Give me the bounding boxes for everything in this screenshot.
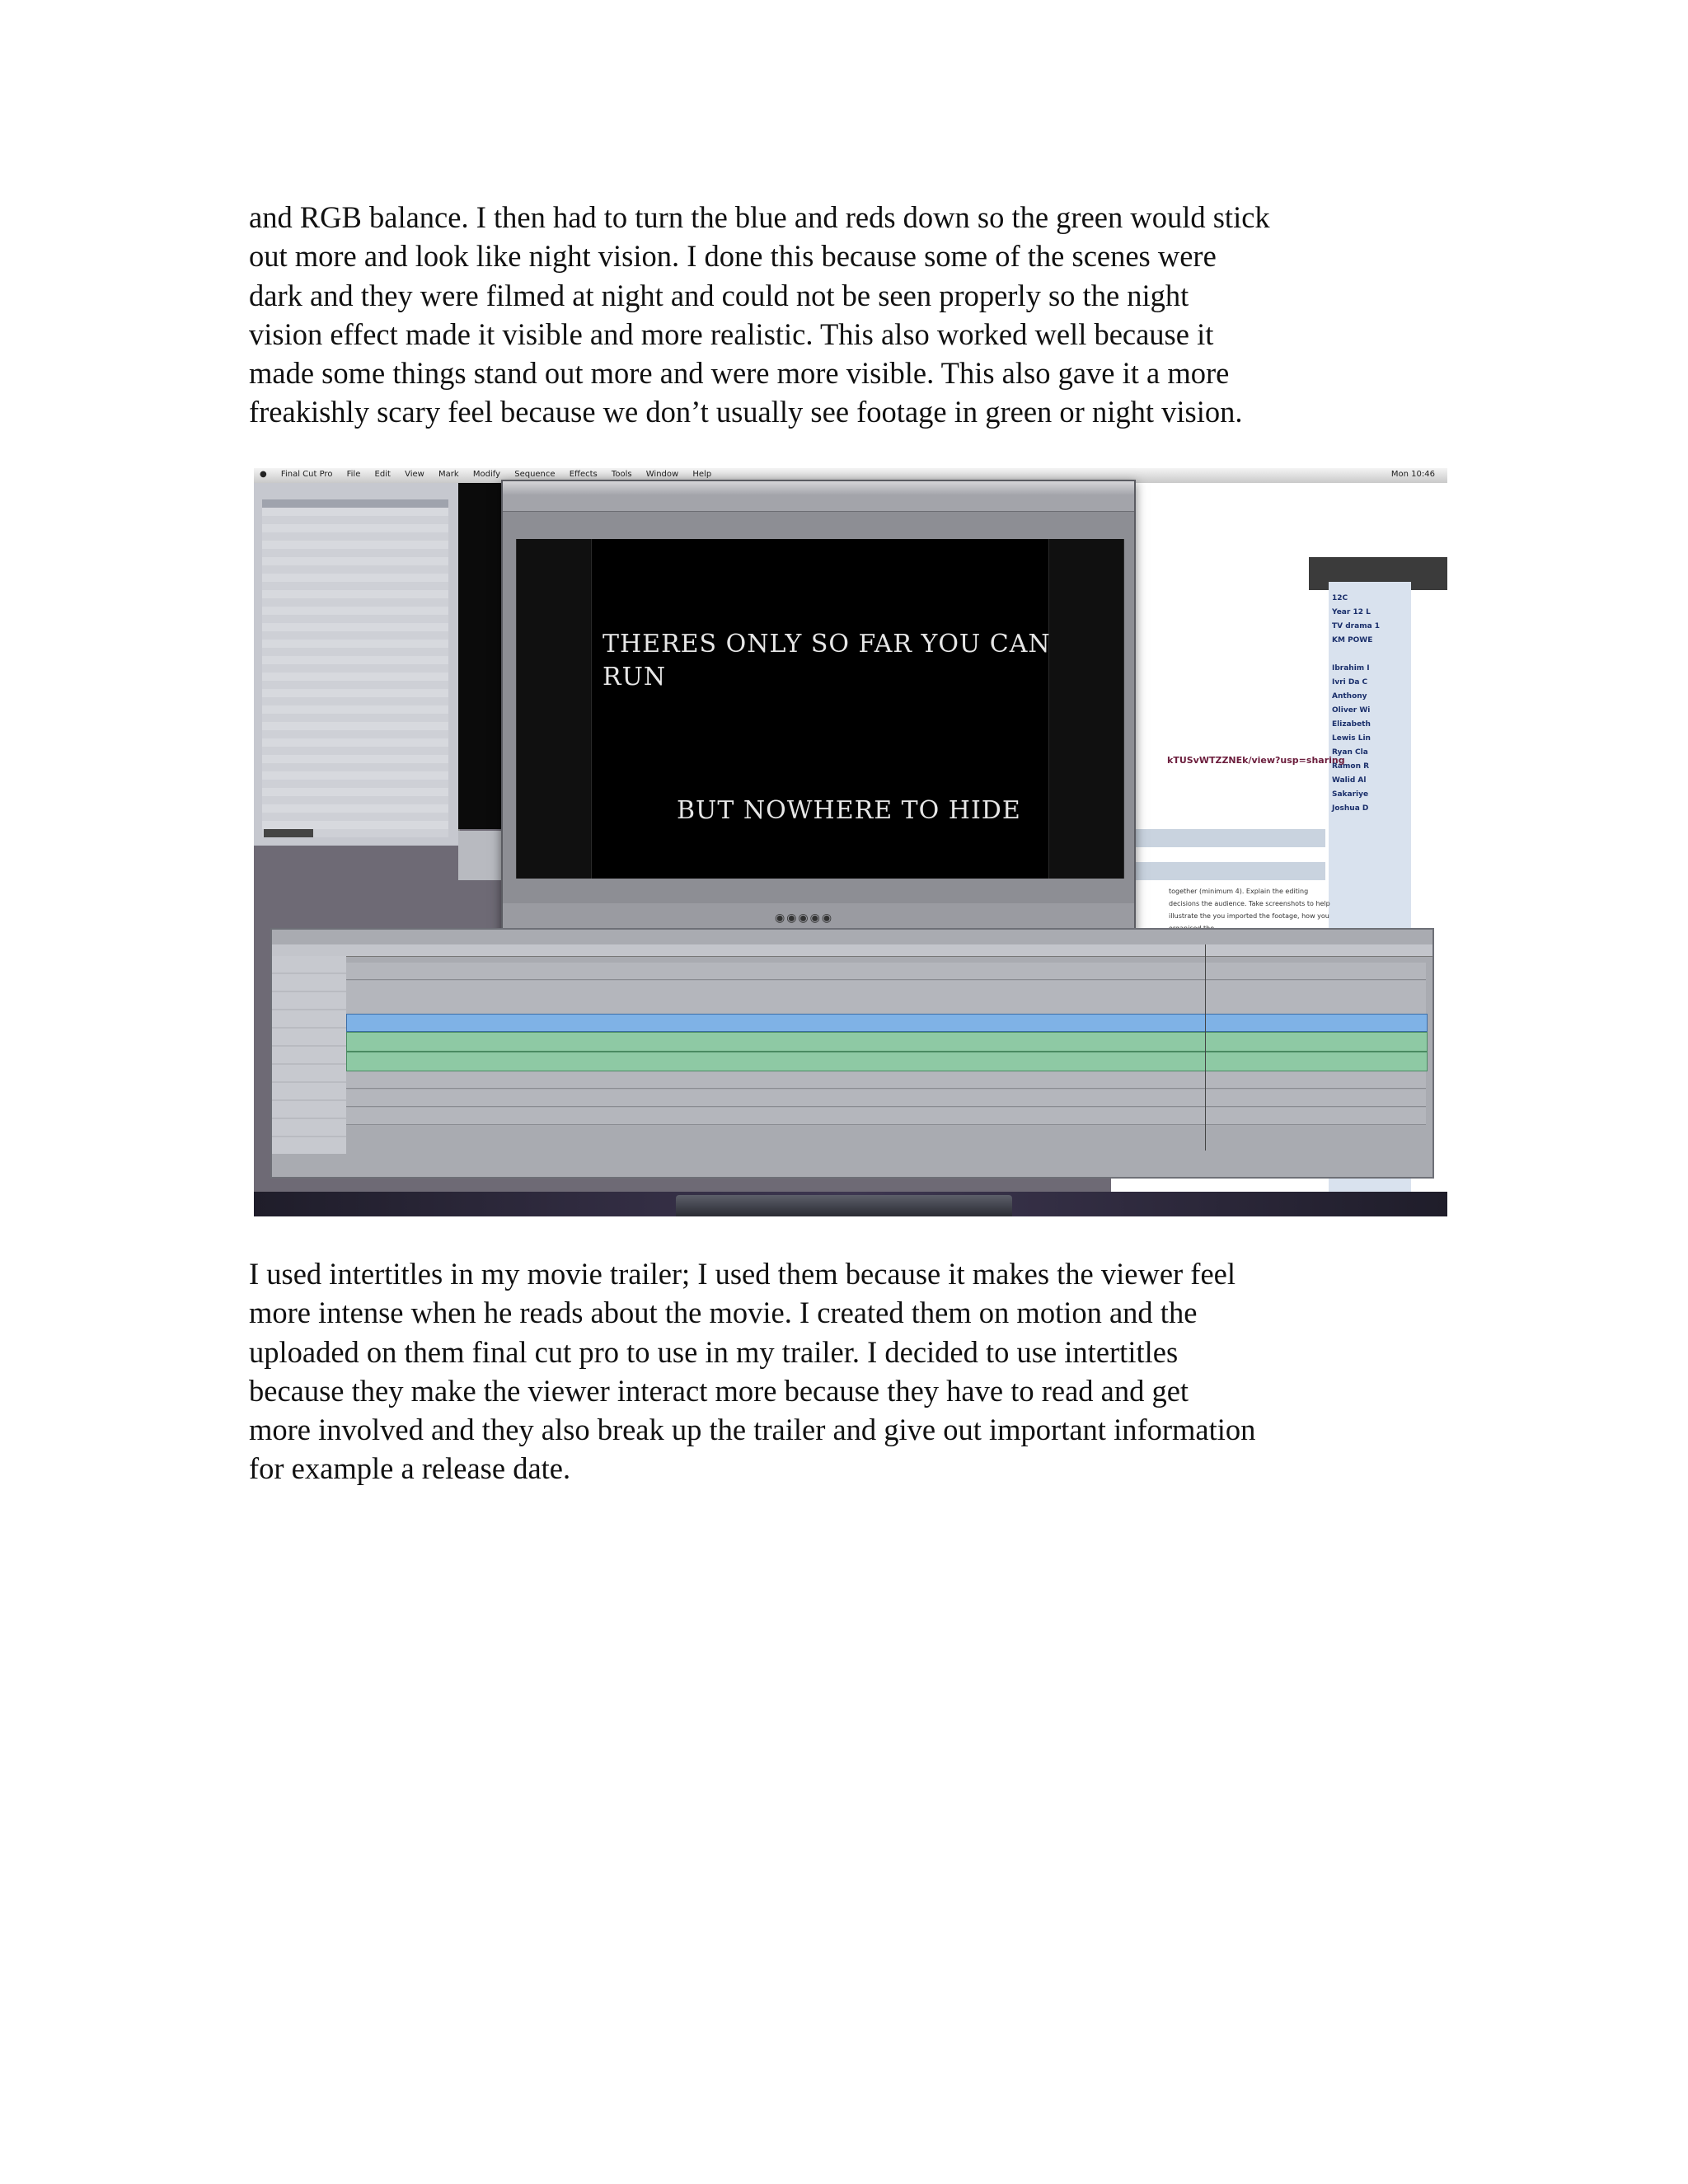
- browser-small-text: together (minimum 4). Explain the editing decisions the audience. Take screenshots to help illustrate the you imported the footage, how you: [1169, 888, 1330, 920]
- final-cut-pro-screenshot: [254, 468, 1447, 1216]
- menubar-clock: Mon 10:46: [1390, 470, 1435, 479]
- menu-modify: Modify: [472, 470, 501, 479]
- timeline-video-clip: [346, 1014, 1428, 1032]
- playback-buttons-icon: ◉◉◉◉◉: [775, 912, 834, 925]
- fcp-browser-panel: [254, 483, 460, 846]
- timeline-playhead: [1205, 944, 1206, 1151]
- browser-band: [1111, 862, 1325, 880]
- frame-side-bar: [516, 539, 592, 879]
- browser-panel-clip-list: [262, 508, 448, 837]
- browser-band: [1111, 829, 1325, 847]
- menu-mark: Mark: [438, 470, 459, 479]
- browser-panel-header: [262, 499, 448, 508]
- mac-dock: [676, 1195, 1012, 1216]
- intertitle-line-1: THERES ONLY SO FAR YOU CAN RUN: [603, 630, 1051, 691]
- timeline-audio-clip: [346, 1032, 1428, 1052]
- viewer-frame: [516, 539, 1123, 879]
- timeline-track: [346, 1090, 1426, 1107]
- browser-link: kTUSvWTZZNEk/view?usp=sharing: [1167, 755, 1345, 766]
- timeline-track: [346, 963, 1426, 980]
- timeline-track: [346, 1108, 1426, 1125]
- browser-sidebar-list: 12C Year 12 L TV drama 1 KM POWE Ibrahim I Ivri Da C Anthony Oliver Wi Elizabeth Lewis Lin Ryan Cla Ramon R Walid Al Sakariye Joshua D: [1332, 594, 1381, 813]
- paragraph-night-vision: and RGB balance. I then had to turn the blue and reds down so the green would stick out more and look like night vision. I done this because some of the scenes were dark and they were filmed at night and could not be seen properly so the night vision effect made it visible and more realistic. This also worked well because it made some things stand out more and were more visible. This also gave it a more freakishly scary feel because we don’t usually see footage in green or night vision.: [249, 200, 1270, 429]
- paragraph-intertitles: I used intertitles in my movie trailer; I used them because it makes the viewer feel more intense when he reads about the movie. I created them on motion and the uploaded on them final cut pro to use in my trailer. I decided to use intertitles because they make the viewer interact more because they have to read and get more involved and they also break up the trailer and give out important information for example a release date.: [249, 1257, 1256, 1486]
- menu-tools: Tools: [611, 470, 632, 479]
- timeline-ruler: [272, 944, 1432, 957]
- viewer-toolbar: [503, 494, 1134, 512]
- canvas-strip-lower: [458, 831, 508, 880]
- fcp-timeline: [270, 928, 1434, 1179]
- canvas-strip: [458, 483, 508, 829]
- timeline-track: [346, 1071, 1426, 1089]
- menu-app: Final Cut Pro: [280, 470, 333, 479]
- timeline-track: [346, 981, 1426, 998]
- apple-icon: ●: [260, 470, 267, 479]
- timeline-audio-clip: [346, 1052, 1428, 1071]
- frame-side-bar: [1048, 539, 1124, 879]
- menu-effects: Effects: [569, 470, 598, 479]
- viewer-titlebar: [503, 481, 1134, 494]
- menu-window: Window: [645, 470, 679, 479]
- menu-view: View: [405, 470, 424, 479]
- browser-panel-selected-row: [264, 829, 313, 837]
- menu-file: File: [346, 470, 361, 479]
- timeline-track: [346, 997, 1426, 1015]
- menu-edit: Edit: [374, 470, 391, 479]
- intertitle-line-2: BUT NOWHERE TO HIDE: [677, 796, 1021, 825]
- timeline-track-headers: [272, 956, 346, 1154]
- fcp-viewer-window: [501, 480, 1136, 961]
- menu-help: Help: [692, 470, 712, 479]
- menu-sequence: Sequence: [514, 470, 556, 479]
